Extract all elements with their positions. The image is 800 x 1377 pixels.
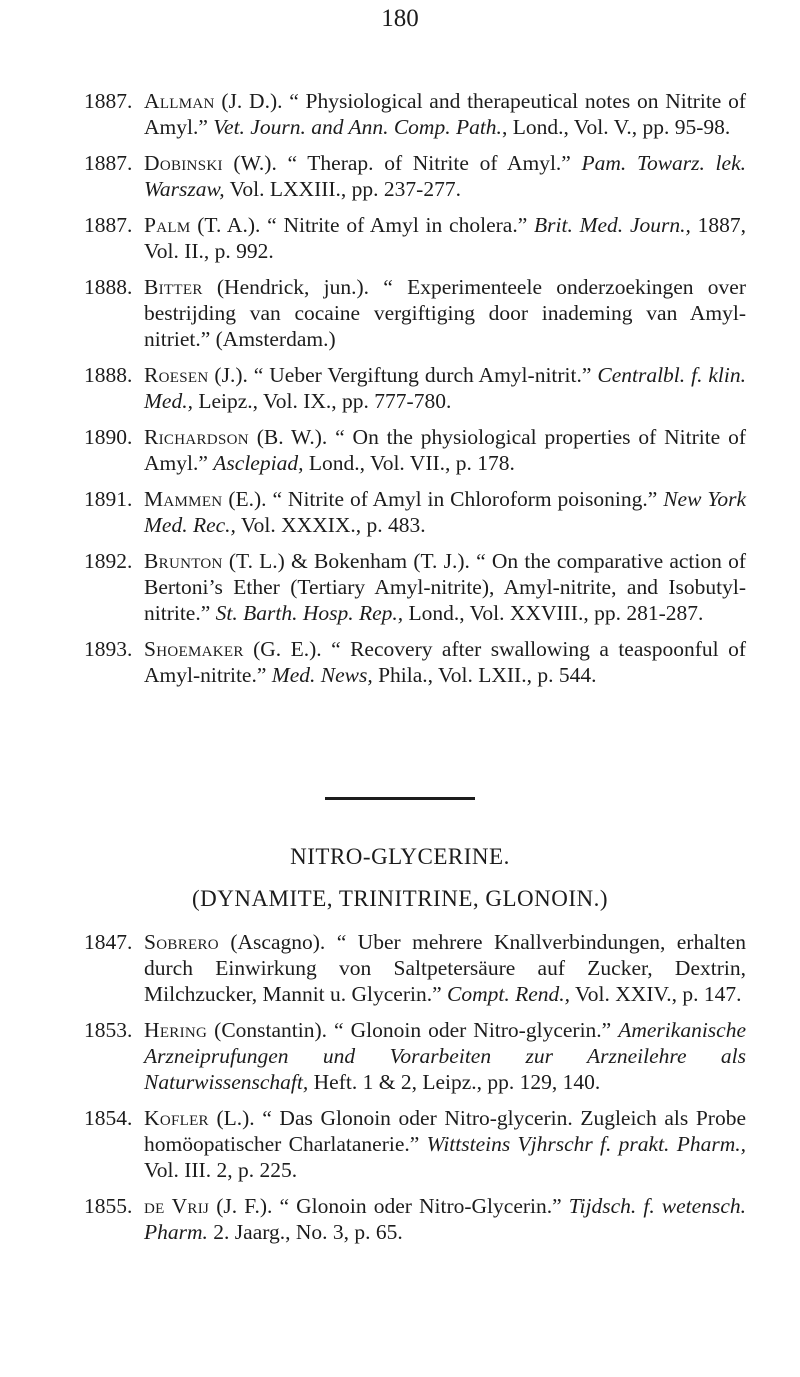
entry-author: Shoemaker [144,637,244,661]
bibliography-entry [84,548,746,626]
entry-citation: Vol. LXXIII., pp. 237-277. [224,177,461,201]
bibliography-entry [84,1105,746,1183]
entry-year: 1887. [84,213,133,237]
bibliography-entry [84,424,746,476]
section-title: NITRO-GLYCERINE. [290,844,510,869]
entry-year: 1853. [84,1018,133,1042]
bibliography-entry [84,150,746,202]
entry-year: 1892. [84,549,133,573]
entry-journal: Vet. Journ. and Ann. Comp. Path. [213,115,502,139]
entry-journal: Med. News, [271,663,373,687]
entry-year: 1854. [84,1106,133,1130]
entry-citation: Vol. XXIV., p. 147. [570,982,742,1006]
entry-author: Hering [144,1018,208,1042]
entry-author: Sobrero [144,930,219,954]
entry-year: 1887. [84,89,133,113]
entry-title: (Hendrick, jun.). “ Experimenteele onderzoekingen over bestrijding van cocaine vergiftiging door inademing van Amyl-nitriet.” (Amsterdam.) [144,275,746,351]
entry-author: Brunton [144,549,223,573]
bibliography-entry [84,274,746,352]
entry-title: (G. E.). “ Recovery after swallowing a teaspoonful of Amyl-nitrite.” [144,637,746,687]
entry-author: Bitter [144,275,203,299]
entry-year: 1847. [84,930,133,954]
entry-journal: Centralbl. f. klin. Med., [144,363,746,413]
entry-year: 1887. [84,151,133,175]
bibliography-entry [84,636,746,688]
entry-author: Allman [144,89,215,113]
bibliography-entry [84,929,746,1007]
bibliography-entry [84,1017,746,1095]
bibliography-group-nitro-glycerine [84,929,746,1255]
entry-citation: 1887, Vol. II., p. 992. [144,213,747,263]
entry-author: Palm [144,213,191,237]
bibliography-entry [84,212,746,264]
entry-journal: Pam. Towarz. lek. Warszaw, [144,151,746,201]
section-subtitle: (DYNAMITE, TRINITRINE, GLONOIN.) [191,886,609,911]
entry-citation: Vol. XXXIX., p. 483. [235,513,426,537]
entry-title: (T. L.) & Bokenham (T. J.). “ On the comparative action of Bertoni’s Ether (Tertiary Amyl-nitrite), Amyl-nitrite, and Isobutyl-nitrite.” [144,549,746,625]
entry-title: (Ascagno). “ Uber mehrere Knallverbindungen, erhalten durch Einwirkung von Saltpetersäure auf Zucker, Dextrin, Milchzucker, Mannit u. Glycerin.” [144,930,746,1006]
entry-journal: New York Med. Rec., [144,487,746,537]
entry-citation: Vol. III. 2, p. 225. [144,1158,298,1182]
entry-citation: Lond., Vol. VII., p. 178. [303,451,515,475]
entry-author: Kofler [144,1106,209,1130]
bibliography-entry [84,362,746,414]
entry-journal: Brit. Med. Journ., [534,213,691,237]
entry-journal: Wittsteins Vjhrschr f. prakt. Pharm., [426,1132,746,1156]
page-number: 180 [381,5,419,32]
entry-year: 1891. [84,487,133,511]
entry-title: (J. D.). “ Physiological and therapeutical notes on Nitrite of Amyl.” [144,89,746,139]
entry-year: 1855. [84,1194,133,1218]
bibliography-entry [84,88,746,140]
bibliography-group-amyl-nitrite [84,88,746,698]
entry-citation: 2. Jaarg., No. 3, p. 65. [207,1220,403,1244]
entry-title: (W.). “ Therap. of Nitrite of Amyl.” [222,151,582,175]
entry-author: Richardson [144,425,249,449]
entry-title: (Constantin). “ Glonoin oder Nitro-glycerin.” [207,1018,619,1042]
entry-title: (J. F.). “ Glonoin oder Nitro-Glycerin.” [209,1194,569,1218]
entry-year: 1888. [84,275,133,299]
entry-year: 1888. [84,363,133,387]
entry-author: Dobinski [144,151,223,175]
entry-title: (J.). “ Ueber Vergiftung durch Amyl-nitrit.” [208,363,598,387]
entry-title: (T. A.). “ Nitrite of Amyl in cholera.” [190,213,535,237]
section-divider [325,797,475,800]
entry-citation: Phila., Vol. LXII., p. 544. [372,663,597,687]
bibliography-entry [84,486,746,538]
entry-citation: Leipz., Vol. IX., pp. 777-780. [192,389,452,413]
entry-year: 1893. [84,637,133,661]
entry-journal: St. Barth. Hosp. Rep., [215,601,404,625]
entry-title: (E.). “ Nitrite of Amyl in Chloroform poisoning.” [222,487,664,511]
entry-citation: Heft. 1 & 2, Leipz., pp. 129, 140. [308,1070,601,1094]
entry-title: (L.). “ Das Glonoin oder Nitro-glycerin. Zugleich als Probe homöopatischer Charlatanerie.” [144,1106,746,1156]
bibliography-entry [84,1193,746,1245]
entry-journal: Compt. Rend., [447,982,571,1006]
entry-citation: Lond., Vol. XXVIII., pp. 281-287. [403,601,704,625]
entry-journal: Amerikanische Arzneiprufungen und Vorarbeiten zur Arzneilehre als Naturwissenschaft, [144,1018,746,1094]
entry-author: de Vrij [144,1194,210,1218]
entry-title: (B. W.). “ On the physiological properties of Nitrite of Amyl.” [144,425,746,475]
entry-year: 1890. [84,425,133,449]
entry-journal: Tijdsch. f. wetensch. Pharm. [144,1194,746,1244]
entry-journal: Asclepiad, [213,451,304,475]
entry-citation: , Lond., Vol. V., pp. 95-98. [501,115,731,139]
entry-author: Roesen [144,363,209,387]
entry-author: Mammen [144,487,223,511]
